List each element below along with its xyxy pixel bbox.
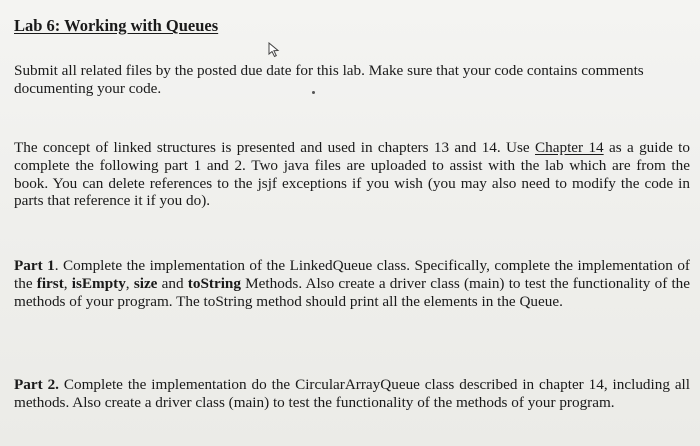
part-1-and: and (157, 274, 188, 292)
chapter-14-link[interactable]: Chapter 14 (535, 139, 604, 156)
part-1-sep: , (125, 274, 134, 292)
part-1-paragraph (14, 257, 690, 310)
mouse-pointer-icon (268, 42, 282, 58)
method-tostring: toString (187, 274, 241, 292)
part-1-text-end: Methods. Also create a driver class (main) to test the functionality of the methods of your program. The toString method should print all the elements in the Queue. (14, 274, 691, 310)
method-first: first (36, 274, 64, 292)
part-1-label: Part 1 (14, 257, 55, 274)
submission-instructions: Submit all related files by the posted due date for this lab. Make sure that your code contains comments documenting your code. (14, 62, 644, 97)
concept-text-after: as a guide to complete the following part 1 and 2. Two java files are uploaded to assist with the lab which are from the book. You can delete references to the jsjf exceptions if you wish (you may also need to modify the code in parts that reference it if you do). (14, 139, 691, 210)
part-2-text: Complete the implementation do the CircularArrayQueue class described in chapter 14, including all methods. Also create a driver class (main) to test the functionality of the methods of your program. (14, 376, 690, 411)
method-size: size (133, 274, 158, 292)
lab-title: Lab 6: Working with Queues (14, 16, 219, 35)
method-isempty: isEmpty (71, 274, 126, 292)
part-2-paragraph (14, 376, 690, 412)
part-2-label: Part 2. (14, 376, 59, 393)
part-1-sep: , (63, 274, 72, 292)
concept-paragraph (14, 139, 690, 210)
concept-text-before: The concept of linked structures is presented and used in chapters 13 and 14. Use (14, 139, 536, 156)
part-1-text: . Complete the implementation of the LinkedQueue class. Specifically, complete the implementation of the (14, 257, 690, 292)
stray-mark (312, 91, 315, 94)
